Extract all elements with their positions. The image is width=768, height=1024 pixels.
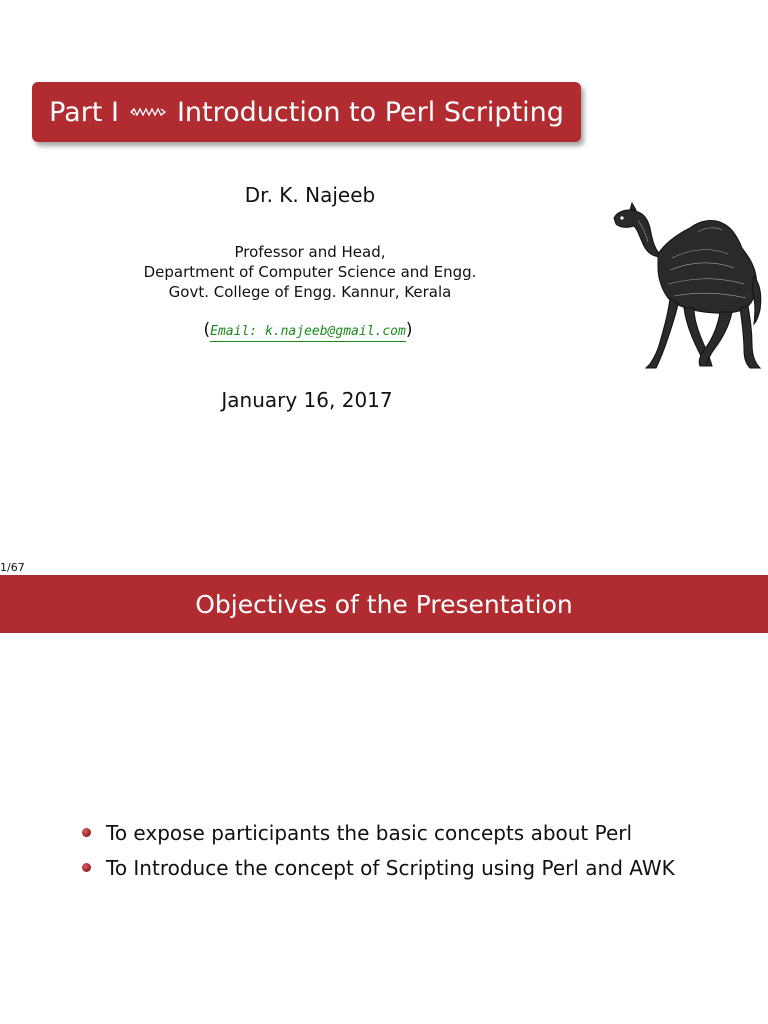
objectives-list <box>82 815 675 885</box>
title-text: Introduction to Perl Scripting <box>176 96 564 128</box>
frame-title-bar <box>0 575 768 633</box>
squiggle-arrow-icon <box>129 106 167 118</box>
frame-title: Objectives of the Presentation <box>195 589 573 619</box>
bullet-icon <box>82 828 91 837</box>
affiliation-line: Department of Computer Science and Engg. <box>143 263 477 281</box>
perl-camel-icon <box>608 198 768 373</box>
email-close-paren: ) <box>405 320 413 340</box>
list-item <box>82 815 675 850</box>
list-item <box>82 850 675 885</box>
email-open-paren: ( <box>203 320 211 340</box>
affiliation-line: Professor and Head, <box>234 243 386 261</box>
email-link[interactable]: Email: k.najeeb@gmail.com <box>210 324 406 342</box>
list-item-text: To expose participants the basic concepts about Perl <box>106 820 633 845</box>
page-number: 1/67 <box>0 561 25 574</box>
author-name: Dr. K. Najeeb <box>244 183 376 207</box>
list-item-text: To Introduce the concept of Scripting using Perl and AWK <box>106 855 675 880</box>
presentation-date: January 16, 2017 <box>221 388 393 412</box>
title-banner <box>32 82 581 142</box>
affiliation-line: Govt. College of Engg. Kannur, Kerala <box>168 283 452 301</box>
title-part: Part I <box>49 96 119 128</box>
affiliation-block <box>0 242 620 302</box>
bullet-icon <box>82 863 91 872</box>
email-line <box>0 320 616 340</box>
